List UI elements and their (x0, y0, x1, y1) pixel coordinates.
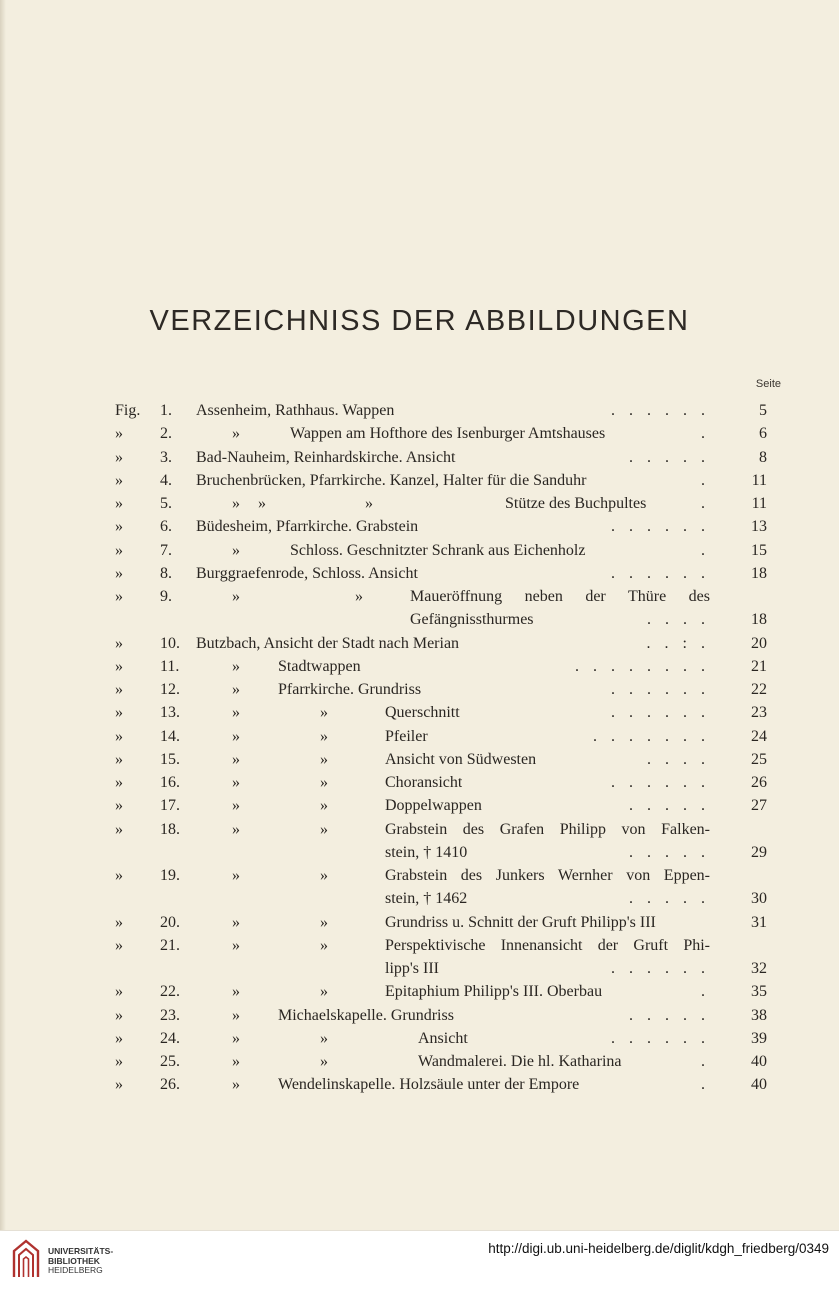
entry-text: Wandmalerei. Die hl. Katharina (418, 1053, 622, 1070)
figure-prefix: » (115, 541, 123, 559)
list-item (0, 794, 839, 817)
entry-text: » (232, 657, 240, 675)
page-number: 27 (751, 797, 767, 815)
figure-prefix: » (115, 495, 123, 512)
entry-text: Pfarrkirche. Grundriss (278, 681, 422, 698)
list-item (0, 678, 839, 701)
list-item (0, 608, 839, 631)
entry-text: Querschnitt (385, 704, 460, 722)
leader-dots: . . . . . (629, 890, 710, 908)
entry-text: Bruchenbrücken, Pfarrkirche. Kanzel, Halter für die Sanduhr (196, 471, 587, 489)
leader-dots: . . . . . (629, 1006, 710, 1024)
list-item (0, 515, 839, 538)
page-number: 13 (751, 518, 767, 536)
entry-text: Michaelskapelle. Grundriss (278, 1006, 454, 1024)
figure-number: 20. (160, 913, 180, 931)
entry-text: » (232, 1076, 240, 1094)
leader-dots: . (701, 425, 710, 443)
entry-text: lipp's III (385, 960, 439, 977)
footer-bar (0, 1230, 839, 1292)
list-item (0, 655, 839, 678)
entry-text: » (232, 704, 240, 722)
figure-prefix: » (115, 1053, 123, 1070)
entry-text: » (232, 820, 240, 838)
figure-number: 18. (160, 820, 180, 838)
list-item (0, 562, 839, 585)
leader-dots: . . . . . . (611, 704, 710, 722)
page-number: 38 (751, 1006, 767, 1024)
entry-text: Doppelwappen (385, 797, 482, 815)
logo-line-2: BIBLIOTHEK (48, 1255, 100, 1266)
figure-prefix: » (115, 1076, 123, 1094)
entry-text: » (232, 913, 240, 931)
figure-prefix: » (115, 1006, 123, 1024)
leader-dots: . (701, 1053, 710, 1070)
entry-text: » (232, 774, 240, 791)
entry-text: Epitaphium Philipp's III. Oberbau (385, 983, 603, 1001)
figure-prefix: » (115, 425, 123, 443)
library-logo-icon (10, 1237, 42, 1281)
figure-prefix: » (115, 1029, 123, 1047)
figure-number: 10. (160, 634, 180, 652)
page-number: 5 (759, 402, 767, 419)
entry-text: » (320, 750, 328, 768)
page-number: 25 (751, 750, 767, 768)
list-item (0, 841, 839, 864)
page-number: 40 (751, 1076, 767, 1094)
list-item (0, 1027, 839, 1050)
list-item (0, 469, 839, 492)
entry-text: » (320, 913, 328, 931)
entry-text: » (320, 704, 328, 722)
logo-line-3: HEIDELBERG (48, 1265, 103, 1275)
entry-text: » (232, 1006, 240, 1024)
entry-text: » (320, 774, 328, 791)
page-number: 6 (759, 425, 767, 443)
figure-number: 7. (160, 541, 172, 559)
entry-text: Grundriss u. Schnitt der Gruft Philipp's III (385, 913, 656, 931)
page-number: 31 (751, 913, 767, 931)
figure-number: 11. (160, 657, 180, 675)
figure-number: 1. (160, 402, 172, 419)
figure-number: 4. (160, 471, 172, 489)
list-item (0, 399, 839, 422)
figure-prefix: » (115, 820, 123, 838)
entry-text: » (320, 797, 328, 815)
leader-dots: . . . . . . (611, 681, 710, 698)
figure-prefix: » (115, 681, 123, 698)
entry-text: » (320, 1029, 328, 1047)
entry-text: » (320, 1053, 328, 1070)
figure-number: 17. (160, 797, 180, 815)
entry-text: Maueröffnung neben der Thüre des (410, 588, 710, 605)
page-number: 30 (751, 890, 767, 908)
figure-number: 13. (160, 704, 180, 722)
figure-number: 22. (160, 983, 180, 1001)
entry-text: Wendelinskapelle. Holzsäule unter der Empore (278, 1076, 580, 1094)
entry-text: » (232, 727, 240, 745)
entry-text: stein, † 1410 (385, 843, 468, 861)
leader-dots: . . : . (646, 634, 710, 652)
figure-prefix: » (115, 634, 123, 652)
entry-text: » (320, 936, 328, 954)
entry-text: Burggraefenrode, Schloss. Ansicht (196, 564, 418, 582)
figure-number: 8. (160, 564, 172, 582)
page-number: 11 (751, 471, 767, 489)
leader-dots: . . . . . . (611, 960, 710, 977)
leader-dots: . . . . . . (611, 518, 710, 536)
list-item (0, 864, 839, 887)
page-number: 35 (751, 983, 767, 1001)
figure-prefix: » (115, 448, 123, 466)
entry-text: Grabstein des Junkers Wernher von Eppen- (385, 867, 710, 884)
figure-number: 6. (160, 518, 172, 536)
figure-number: 15. (160, 750, 180, 768)
figure-number: 16. (160, 774, 180, 791)
entry-text: Stütze des Buchpultes (505, 495, 647, 512)
library-logo-text (48, 1247, 113, 1276)
entry-text: Ansicht von Südwesten (385, 750, 537, 768)
page-number: 23 (751, 704, 767, 722)
list-item (0, 585, 839, 608)
entry-text: Perspektivische Innenansicht der Gruft Phi- (385, 936, 710, 954)
figure-number: 23. (160, 1006, 180, 1024)
entry-text: » (232, 1053, 240, 1070)
list-item (0, 1050, 839, 1073)
entry-text: » (232, 588, 240, 605)
figure-prefix: » (115, 564, 123, 582)
figure-prefix: » (115, 657, 123, 675)
leader-dots: . (701, 541, 710, 559)
entry-text: » (232, 983, 240, 1001)
figure-number: 25. (160, 1053, 180, 1070)
list-item (0, 701, 839, 724)
figure-number: 2. (160, 425, 172, 443)
leader-dots: . . . . . (629, 448, 710, 466)
leader-dots: . . . . . . (611, 774, 710, 791)
entry-text: » (232, 797, 240, 815)
list-item (0, 1004, 839, 1027)
entry-text: Bad-Nauheim, Reinhardskirche. Ansicht (196, 448, 456, 466)
leader-dots: . (701, 495, 710, 512)
figure-prefix: » (115, 704, 123, 722)
page-number: 15 (751, 541, 767, 559)
source-url-link[interactable]: http://digi.ub.uni-heidelberg.de/diglit/kdgh_friedberg/0349 (488, 1241, 829, 1256)
entry-text: » (320, 983, 328, 1001)
list-item (0, 911, 839, 934)
figure-prefix: » (115, 867, 123, 884)
entry-text: » (320, 867, 328, 884)
figure-number: 5. (160, 495, 172, 512)
page-number: 21 (751, 657, 767, 675)
page-column-label: Seite (755, 378, 781, 390)
leader-dots: . (701, 471, 710, 489)
figure-prefix: » (115, 774, 123, 791)
figure-prefix: » (115, 471, 123, 489)
page-number: 29 (751, 843, 767, 861)
figure-prefix: » (115, 588, 123, 605)
figure-prefix: » (115, 983, 123, 1001)
page-title: VERZEICHNISS DER ABBILDUNGEN (149, 305, 690, 337)
entry-text: » (232, 936, 240, 954)
entry-text: Gefängnissthurmes (410, 611, 534, 629)
list-item (0, 632, 839, 655)
entry-text: Ansicht (418, 1029, 468, 1047)
page-number: 18 (751, 564, 767, 582)
list-item (0, 539, 839, 562)
list-item (0, 980, 839, 1003)
entry-text: » (232, 541, 240, 559)
page-number: 24 (751, 727, 767, 745)
page-number: 26 (751, 774, 767, 791)
leader-dots: . . . . (647, 611, 710, 629)
entry-text: » (232, 1029, 240, 1047)
page-number: 11 (751, 495, 767, 512)
leader-dots: . . . . . . (611, 564, 710, 582)
entry-text: Schloss. Geschnitzter Schrank aus Eichenholz (290, 541, 586, 559)
list-item (0, 934, 839, 957)
figure-list (0, 399, 839, 1097)
entry-text: Büdesheim, Pfarrkirche. Grabstein (196, 518, 419, 536)
page-number: 20 (751, 634, 767, 652)
leader-dots: . . . . . (629, 797, 710, 815)
leader-dots: . . . . . (629, 843, 710, 861)
entry-text: Assenheim, Rathhaus. Wappen (196, 402, 395, 419)
entry-text: » (232, 750, 240, 768)
figure-prefix: » (115, 936, 123, 954)
figure-prefix: » (115, 750, 123, 768)
figure-number: 21. (160, 936, 180, 954)
page-number: 8 (759, 448, 767, 466)
entry-text: » (320, 820, 328, 838)
list-item (0, 422, 839, 445)
entry-text: » (232, 495, 240, 512)
page-number: 22 (751, 681, 767, 698)
leader-dots: . . . . . . . . (575, 657, 710, 675)
entry-text: Choransicht (385, 774, 463, 791)
list-item (0, 771, 839, 794)
figure-number: 12. (160, 681, 180, 698)
entry-text: » (232, 425, 240, 443)
entry-text: Pfeiler (385, 727, 428, 745)
entry-text: » (232, 681, 240, 698)
figure-prefix: » (115, 518, 123, 536)
entry-text: stein, † 1462 (385, 890, 468, 908)
figure-number: 19. (160, 867, 180, 884)
list-item (0, 492, 839, 515)
entry-text: Butzbach, Ansicht der Stadt nach Merian (196, 634, 460, 652)
figure-number: 3. (160, 448, 172, 466)
figure-number: 24. (160, 1029, 180, 1047)
page-number: 32 (751, 960, 767, 977)
leader-dots: . (701, 1076, 710, 1094)
figure-number: 26. (160, 1076, 180, 1094)
figure-number: 14. (160, 727, 180, 745)
list-item (0, 957, 839, 980)
entry-text: Grabstein des Grafen Philipp von Falken- (385, 820, 710, 838)
list-item (0, 446, 839, 469)
list-item (0, 887, 839, 910)
page-number: 18 (751, 611, 767, 629)
entry-text: » (320, 727, 328, 745)
leader-dots: . . . . (647, 750, 710, 768)
leader-dots: . . . . . . . (593, 727, 710, 745)
leader-dots: . . . . . . (611, 402, 710, 419)
page-number: 40 (751, 1053, 767, 1070)
figure-prefix: » (115, 797, 123, 815)
leader-dots: . . . . . . (611, 1029, 710, 1047)
entry-text: » (365, 495, 373, 512)
entry-text: » (232, 867, 240, 884)
figure-prefix: » (115, 727, 123, 745)
list-item (0, 818, 839, 841)
entry-text: Stadtwappen (278, 657, 361, 675)
figure-prefix: Fig. (115, 402, 141, 419)
entry-text: Wappen am Hofthore des Isenburger Amtshauses (290, 425, 606, 443)
leader-dots: . (701, 983, 710, 1001)
page-number: 39 (751, 1029, 767, 1047)
list-item (0, 748, 839, 771)
list-item (0, 725, 839, 748)
list-item (0, 1073, 839, 1096)
entry-text: » (258, 495, 266, 512)
entry-text: » (355, 588, 363, 605)
logo-line-1: UNIVERSITÄTS- (48, 1246, 114, 1256)
figure-prefix: » (115, 913, 123, 931)
figure-number: 9. (160, 588, 172, 605)
